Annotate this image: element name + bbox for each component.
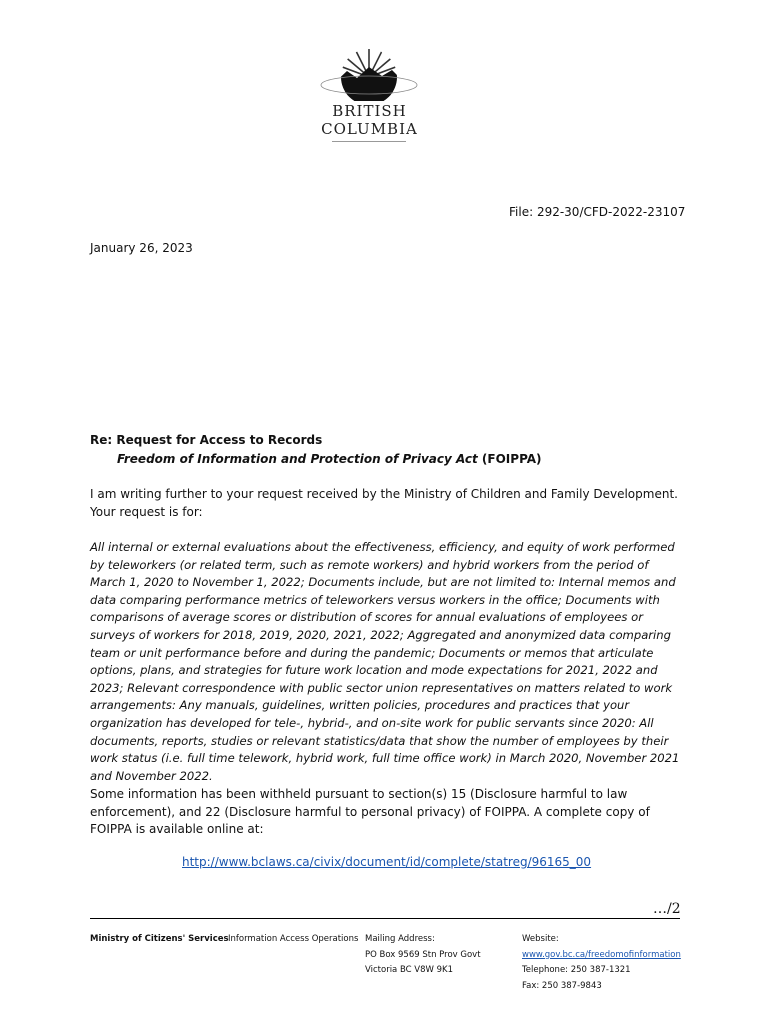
footer-mailing-address	[365, 932, 481, 979]
act-name: Freedom of Information and Protection of Privacy Act	[117, 452, 478, 466]
fax: Fax: 250 387-9843	[522, 980, 602, 991]
website-label: Website:	[522, 934, 559, 944]
bc-sun-mountain-emblem	[312, 45, 427, 101]
mailing-label: Mailing Address:	[365, 934, 435, 944]
intro-paragraph: I am writing further to your request received by the Ministry of Children and Family Development. Your request is for:	[90, 487, 678, 519]
subject-line: Re: Request for Access to Records	[90, 433, 323, 447]
bc-logo	[312, 45, 427, 145]
logo-text-columbia: COLUMBIA	[321, 120, 418, 138]
mailing-line-2: Victoria BC V8W 9K1	[365, 965, 454, 975]
logo-divider	[332, 141, 406, 142]
telephone: Telephone: 250 387-1321	[522, 965, 631, 975]
mailing-line-1: PO Box 9569 Stn Prov Govt	[365, 949, 481, 960]
footer-divider	[90, 918, 680, 919]
footer-office: Information Access Operations	[228, 934, 359, 944]
withheld-paragraph: Some information has been withheld pursuant to section(s) 15 (Disclosure harmful to law enforcement), and 22 (Disclosure harmful to personal privacy) of FOIPPA. A complete copy of FOIPPA is available online at:	[90, 787, 650, 837]
page-continuation: …/2	[653, 901, 681, 917]
foippa-link[interactable]: http://www.bclaws.ca/civix/document/id/complete/statreg/96165_00	[182, 855, 592, 869]
footer-contact	[522, 932, 681, 994]
letter-date: January 26, 2023	[90, 241, 193, 255]
file-reference: File: 292-30/CFD-2022-23107	[509, 205, 686, 219]
act-abbreviation: (FOIPPA)	[477, 452, 542, 466]
footer-ministry: Ministry of Citizens' Services	[90, 934, 229, 944]
website-link[interactable]: www.gov.bc.ca/freedomofinformation	[522, 949, 681, 960]
logo-text-british: BRITISH	[332, 102, 407, 120]
request-text: All internal or external evaluations about the effectiveness, efficiency, and equity of work performed by teleworkers (or related term, such as remote workers) and hybrid workers from the period of March 1, 2020 to November 1, 2022; Documents include, but are not limited to: Internal memos and data comparing performance metrics of teleworkers versus workers in the office; Documents with comparisons of average scores or distribution of scores for annual evaluations of employees or surveys of workers for 2018, 2019, 2020, 2021, 2022; Aggregated and anonymized data comparing team or unit performance before and during the pandemic; Documents or memos that articulate options, plans, and strategies for future work location and mode expectations for 2021, 2022 and 2023; Relevant correspondence with public sector union representatives on matters related to work arrangements: Any manuals, guidelines, written policies, procedures and practices that your organization has developed for tele-, hybrid-, and on-site work for public servants since 2020: All documents, reports, studies or relevant statistics/data that show the number of employees by their work status (i.e. full time telework, hybrid work, full time office work) in March 2020, November 2021 and November 2022.	[90, 540, 680, 783]
subject-act	[117, 452, 542, 466]
